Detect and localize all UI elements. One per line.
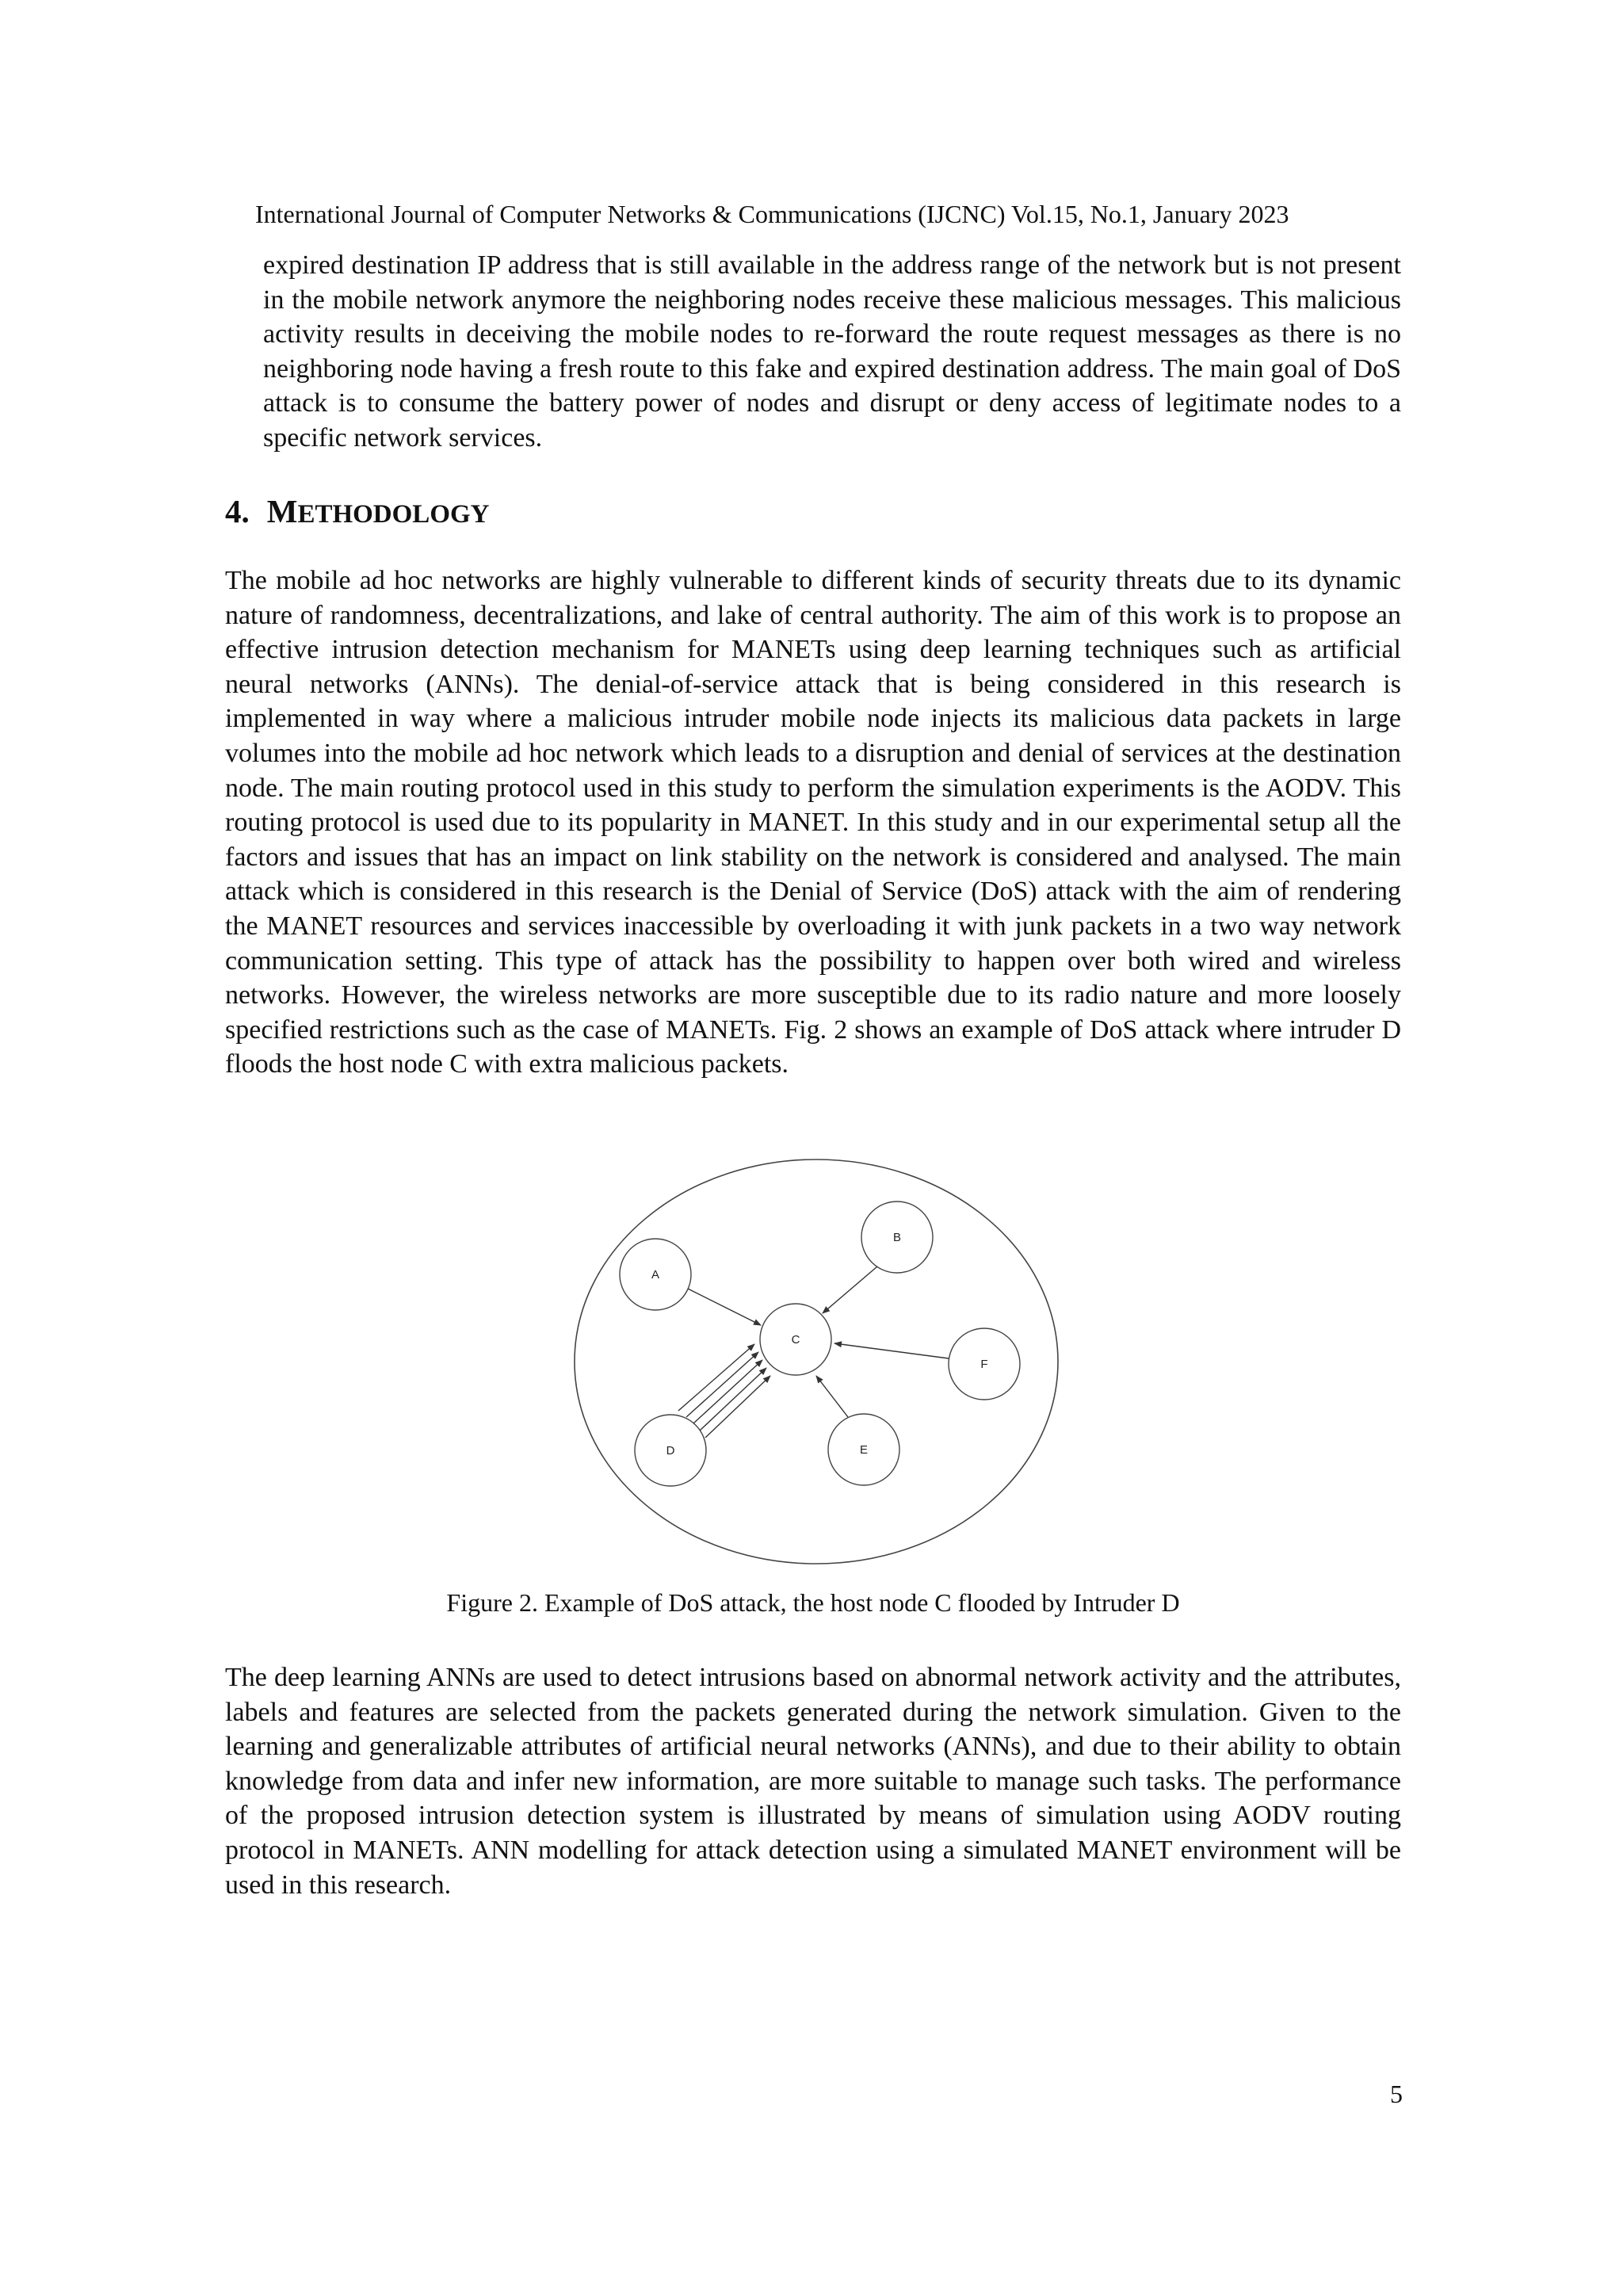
section-title-rest: ETHODOLOGY — [297, 500, 490, 529]
journal-header: International Journal of Computer Networks & Communications (IJCNC) Vol.15, No.1, January 2023 — [255, 200, 1289, 228]
section-title-initial: M — [266, 493, 298, 529]
page-number: 5 — [1390, 2080, 1403, 2108]
arrow-b-to-c — [823, 1266, 877, 1313]
flood-arrow-3 — [693, 1360, 762, 1423]
intro-paragraph: expired destination IP address that is still available in the address range of the network but is not present in the mobile network anymore the neighboring nodes receive these malicious messages. This malicious activity results in deceiving the mobile nodes to re-forward the route request messages as there is no neighboring node having a fresh route to this fake and expired destination address. The main goal of DoS attack is to consume the battery power of nodes and disrupt or deny access of legitimate nodes to a specific network services. — [263, 250, 1401, 453]
flood-arrow-2 — [686, 1352, 758, 1417]
figure-caption: Figure 2. Example of DoS attack, the host node C flooded by Intruder D — [446, 1588, 1180, 1617]
node-e-label: E — [859, 1443, 869, 1457]
flood-arrow-5 — [705, 1376, 770, 1438]
arrow-f-to-c — [834, 1343, 949, 1358]
ann-paragraph: The deep learning ANNs are used to detect intrusions based on abnormal network activity and the attributes, labels and features are selected from the packets generated during the network simulation. Given to the learning and generalizable attributes of artificial neural networks (ANNs), and due to their ability to obtain knowledge from data and infer new information, are more suitable to manage such tasks. The performance of the proposed intrusion detection system is illustrated by means of simulation using AODV routing protocol in MANETs. ANN modelling for attack detection using a simulated MANET environment will be used in this research. — [225, 1663, 1401, 1900]
dos-attack-figure — [571, 1156, 1062, 1568]
arrow-a-to-c — [688, 1289, 761, 1325]
flood-arrow-4 — [700, 1368, 766, 1431]
methodology-paragraph: The mobile ad hoc networks are highly vulnerable to different kinds of security threats due to its dynamic nature of randomness, decentralizations, and lake of central authority. The aim of this work is to propose an effective intrusion detection mechanism for MANETs using deep learning techniques such as artificial neural networks (ANNs). The denial-of-service attack that is being considered in this research is implemented in way where a malicious intruder mobile node injects its malicious data packets in large volumes into the mobile ad hoc network which leads to a disruption and denial of services at the destination node. The main routing protocol used in this study to perform the simulation experiments is the AODV. This routing protocol is used due to its popularity in MANET. In this study and in our experimental setup all the factors and issues that has an impact on link stability on the network is considered and analysed. The main attack which is considered in this research is the Denial of Service (DoS) attack with the aim of rendering the MANET resources and services inaccessible by overloading it with junk packets in a two way network communication setting. This type of attack has the possibility to happen over both wired and wireless networks. However, the wireless networks are more susceptible due to its radio nature and more loosely specified restrictions such as the case of MANETs. Fig. 2 shows an example of DoS attack where intruder D floods the host node C with extra malicious packets. — [225, 566, 1401, 1079]
node-c-label: C — [791, 1333, 800, 1347]
node-a-label: A — [651, 1268, 660, 1282]
node-f-label: F — [980, 1358, 988, 1371]
section-heading — [225, 491, 490, 534]
arrow-e-to-c — [816, 1376, 848, 1417]
network-diagram — [571, 1156, 1062, 1568]
node-b-label: B — [892, 1231, 902, 1244]
section-number: 4. — [225, 493, 250, 529]
node-d-label: D — [666, 1444, 675, 1457]
